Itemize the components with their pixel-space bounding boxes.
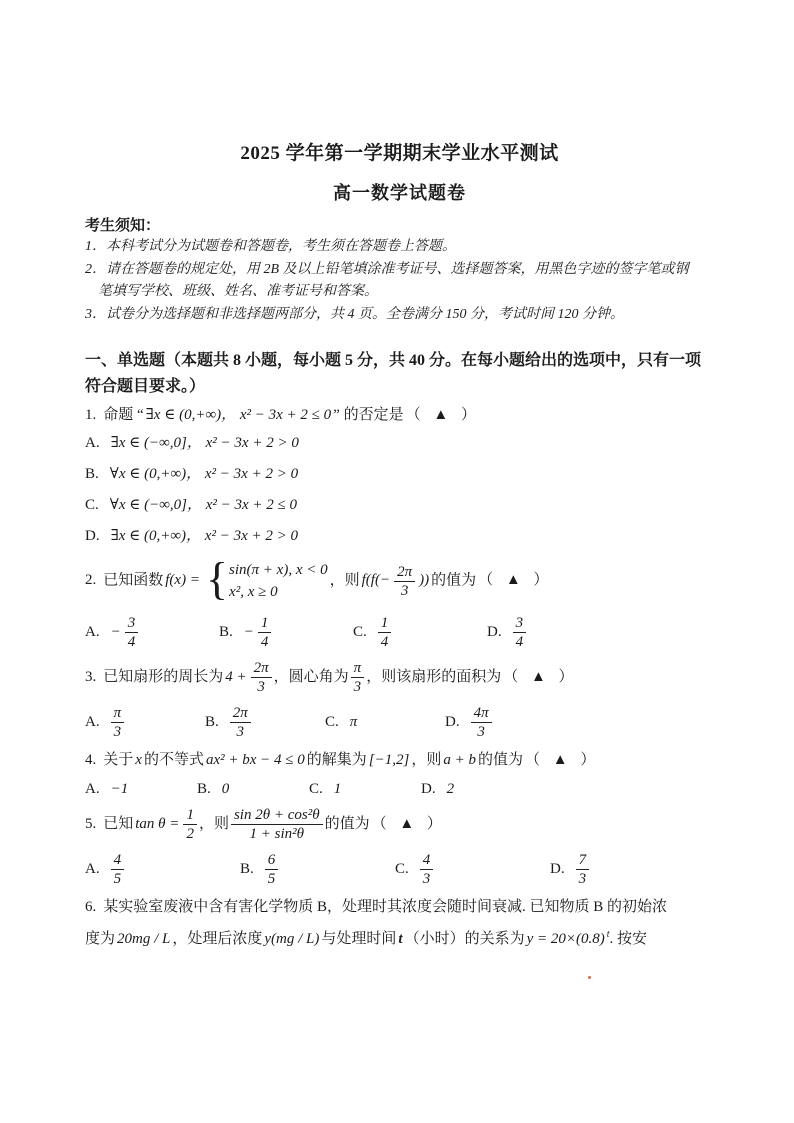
section-heading-line-2: 符合题目要求。） <box>85 378 206 395</box>
option-value: 2 <box>446 780 455 797</box>
question-number: 6. <box>85 899 97 915</box>
question-1 <box>85 402 714 552</box>
option-label: C. <box>325 713 339 730</box>
fraction-numerator: π <box>353 660 362 676</box>
answer-mark: （ ▲ ） <box>371 815 442 832</box>
option-d <box>85 521 714 552</box>
option-d <box>421 781 533 798</box>
answer-mark: （ ▲ ） <box>524 752 596 768</box>
stem-text: ，处理后浓度 <box>172 931 263 947</box>
fraction-denominator: 1 + sin²θ <box>231 824 323 843</box>
fraction <box>123 614 141 651</box>
fraction <box>263 851 281 888</box>
question-5-stem <box>85 806 714 843</box>
option-value: ∀x ∈ (0,+∞)， x² − 3x + 2 > 0 <box>109 466 299 482</box>
fraction <box>229 806 325 843</box>
fraction <box>181 806 199 843</box>
stem-math: 20mg / L <box>117 931 171 947</box>
fraction-numerator: sin 2θ + cos²θ <box>233 807 320 823</box>
question-number: 5. <box>85 815 97 832</box>
fraction <box>392 563 417 600</box>
stem-text: ，圆心角为 <box>273 668 349 685</box>
option-label: C. <box>85 497 99 513</box>
option-c <box>395 851 550 888</box>
fraction-denominator: 3 <box>576 869 590 888</box>
fraction-numerator: 7 <box>578 851 587 868</box>
fraction-denominator: 3 <box>230 722 251 741</box>
brace-glyph: { <box>205 553 229 604</box>
fraction <box>228 704 253 741</box>
fraction <box>574 851 592 888</box>
question-3-stem <box>85 659 714 696</box>
question-3 <box>85 659 714 745</box>
minus-sign: − <box>243 623 254 640</box>
option-a <box>85 781 197 798</box>
option-a <box>85 704 205 741</box>
question-number: 3. <box>85 668 97 685</box>
piecewise-function <box>204 553 328 606</box>
fraction-denominator: 4 <box>513 632 527 651</box>
question-number: 1. <box>85 407 97 423</box>
fraction-denominator: 4 <box>125 632 139 651</box>
stem-text: 的值为 <box>431 572 477 589</box>
stem-text: 与处理时间 <box>321 931 397 947</box>
option-label: C. <box>309 780 323 797</box>
fraction-numerator: 3 <box>127 614 136 631</box>
option-value: π <box>349 713 358 730</box>
question-4 <box>85 747 714 802</box>
fraction-numerator: 4π <box>473 704 489 721</box>
option-label: A. <box>85 780 100 797</box>
question-2-options <box>85 609 714 655</box>
option-label: B. <box>205 713 219 730</box>
stem-text: 命题 “ <box>103 407 144 423</box>
page-title: 2025 学年第一学期期末学业水平测试 <box>240 143 559 164</box>
fraction-denominator: 3 <box>420 869 434 888</box>
question-3-options <box>85 699 714 745</box>
fraction-numerator: 3 <box>515 614 524 631</box>
stem-text: 某实验室废液中含有害化学物质 B，处理时其浓度会随时间衰减. 已知物质 B 的初始浓 <box>103 899 668 915</box>
question-6-line-1 <box>85 894 714 921</box>
stem-math: x <box>135 752 142 768</box>
option-b <box>197 781 309 798</box>
stem-text: 的不等式 <box>143 752 204 768</box>
option-label: A. <box>85 860 100 877</box>
question-5 <box>85 806 714 892</box>
option-label: D. <box>85 528 100 544</box>
fraction <box>109 704 127 741</box>
option-label: A. <box>85 713 100 730</box>
option-d <box>445 704 565 741</box>
question-number: 4. <box>85 752 97 768</box>
fraction-denominator: 3 <box>471 722 492 741</box>
stem-math: ∃x ∈ (0,+∞)， x² − 3x + 2 ≤ 0 <box>145 407 332 423</box>
exponent: t <box>606 929 610 940</box>
answer-mark: （ ▲ ） <box>405 407 476 423</box>
question-4-options <box>85 776 714 802</box>
stem-math: 4 + <box>225 668 247 685</box>
answer-mark: （ ▲ ） <box>478 572 549 589</box>
question-2-stem <box>85 553 714 606</box>
case-2: x², x ≥ 0 <box>229 584 278 600</box>
option-value: ∃x ∈ (−∞,0]， x² − 3x + 2 > 0 <box>110 435 299 451</box>
stem-text: ，则该扇形的面积为 <box>366 668 502 685</box>
option-value: ∀x ∈ (−∞,0]， x² − 3x + 2 ≤ 0 <box>109 497 298 513</box>
fraction <box>109 851 127 888</box>
stem-text: . 按安 <box>609 931 648 947</box>
fraction <box>511 614 529 651</box>
stem-math: f(x) = <box>165 572 200 589</box>
notice-item-3: 3．试卷分为选择题和非选择题两部分，共 4 页。全卷满分 150 分，考试时间 120 分钟。 <box>85 306 624 322</box>
fraction-denominator: 4 <box>378 632 392 651</box>
question-6-line-2 <box>85 921 714 953</box>
notice-item-2-line-1: 2．请在答题卷的规定处，用 2B 及以上铅笔填涂准考证号、选择题答案，用黑色字迹的签字笔或钢 <box>85 261 689 277</box>
fraction-numerator: 6 <box>267 851 276 868</box>
stem-text: 关于 <box>103 752 134 768</box>
fraction-numerator: π <box>113 704 122 721</box>
question-number: 2. <box>85 572 97 589</box>
stem-text: 的值为 <box>477 752 523 768</box>
fraction-numerator: 2π <box>232 704 248 721</box>
option-label: A. <box>85 623 100 640</box>
stem-text: ，则 <box>411 752 442 768</box>
option-d <box>487 614 621 651</box>
fraction-numerator: 1 <box>186 807 194 823</box>
fraction <box>469 704 494 741</box>
fraction <box>249 659 274 696</box>
fraction <box>376 614 394 651</box>
stem-math: )) <box>419 572 430 589</box>
stem-math: ax² + bx − 4 ≤ 0 <box>205 752 305 768</box>
option-label: B. <box>197 780 211 797</box>
option-label: D. <box>550 860 565 877</box>
option-value: 0 <box>221 780 230 797</box>
fraction-denominator: 3 <box>351 677 365 696</box>
fraction-numerator: 4 <box>113 851 122 868</box>
fraction <box>418 851 436 888</box>
fraction-denominator: 5 <box>111 869 125 888</box>
scan-artifact-dot <box>588 976 591 979</box>
stem-text: ，则 <box>198 815 229 832</box>
option-a <box>85 614 219 651</box>
option-value: 1 <box>333 780 342 797</box>
option-c <box>353 614 487 651</box>
option-label: D. <box>487 623 502 640</box>
question-1-stem <box>85 402 714 428</box>
question-5-options <box>85 846 714 892</box>
stem-math: t <box>398 931 403 947</box>
stem-math: f(f(− <box>361 572 391 589</box>
notice-item-1: 1．本科考试分为试题卷和答题卷，考生须在答题卷上答题。 <box>85 239 456 254</box>
stem-math: [−1,2] <box>368 752 410 768</box>
notice-item-2-line-2: 笔填写学校、班级、姓名、准考证号和答案。 <box>98 284 378 299</box>
section-heading <box>85 348 714 400</box>
fraction-numerator: 2π <box>397 563 413 580</box>
option-b <box>205 704 325 741</box>
stem-text: ，则 <box>329 572 360 589</box>
option-b <box>219 614 353 651</box>
notice-heading: 考生须知： <box>85 218 161 234</box>
option-a <box>85 428 714 459</box>
option-c <box>309 781 421 798</box>
answer-mark: （ ▲ ） <box>503 668 574 685</box>
option-d <box>550 851 705 888</box>
fraction-numerator: 4 <box>422 851 431 868</box>
fraction-numerator: 1 <box>260 614 269 631</box>
option-label: D. <box>445 713 460 730</box>
stem-text: 已知函数 <box>103 572 164 589</box>
stem-text: 已知 <box>103 815 134 832</box>
option-label: C. <box>395 860 409 877</box>
option-label: B. <box>85 466 99 482</box>
option-label: C. <box>353 623 367 640</box>
fraction-numerator: 2π <box>253 660 269 676</box>
stem-math: tan θ = <box>135 815 180 832</box>
question-2 <box>85 553 714 655</box>
option-value: ∃x ∈ (0,+∞)， x² − 3x + 2 > 0 <box>110 528 298 544</box>
fraction-denominator: 5 <box>265 869 279 888</box>
fraction-denominator: 3 <box>251 677 272 696</box>
option-a <box>85 851 240 888</box>
option-b <box>85 459 714 490</box>
fraction-denominator: 2 <box>183 824 197 843</box>
option-label: A. <box>85 435 100 451</box>
stem-math: y(mg / L) <box>264 931 320 947</box>
fraction-denominator: 3 <box>111 722 125 741</box>
case-1: sin(π + x), x < 0 <box>229 562 328 578</box>
fraction-denominator: 3 <box>394 581 415 600</box>
question-4-stem <box>85 747 714 773</box>
option-label: B. <box>219 623 233 640</box>
stem-text: ” 的否定是 <box>333 407 404 423</box>
stem-text: 的值为 <box>324 815 370 832</box>
option-c <box>85 490 714 521</box>
option-label: B. <box>240 860 254 877</box>
section-heading-line-1: 一、单选题（本题共 8 小题，每小题 5 分，共 40 分。在每小题给出的选项中，只有一项 <box>85 352 702 369</box>
page-subtitle: 高一数学试题卷 <box>333 183 466 203</box>
option-label: D. <box>421 780 436 797</box>
stem-math: y = 20×(0.8) <box>526 931 605 947</box>
stem-text: （小时）的关系为 <box>404 931 525 947</box>
stem-text: 的解集为 <box>306 752 367 768</box>
fraction <box>256 614 274 651</box>
stem-text: 度为 <box>85 931 116 947</box>
fraction-denominator: 4 <box>258 632 272 651</box>
option-c <box>325 714 445 731</box>
stem-text: 已知扇形的周长为 <box>103 668 224 685</box>
option-b <box>240 851 395 888</box>
fraction-numerator: 1 <box>380 614 389 631</box>
option-value: −1 <box>110 780 129 797</box>
notice-section <box>85 216 714 326</box>
piecewise-cases <box>229 559 328 603</box>
fraction <box>349 659 367 696</box>
minus-sign: − <box>110 623 121 640</box>
question-6 <box>85 894 714 953</box>
stem-math: a + b <box>443 752 476 768</box>
